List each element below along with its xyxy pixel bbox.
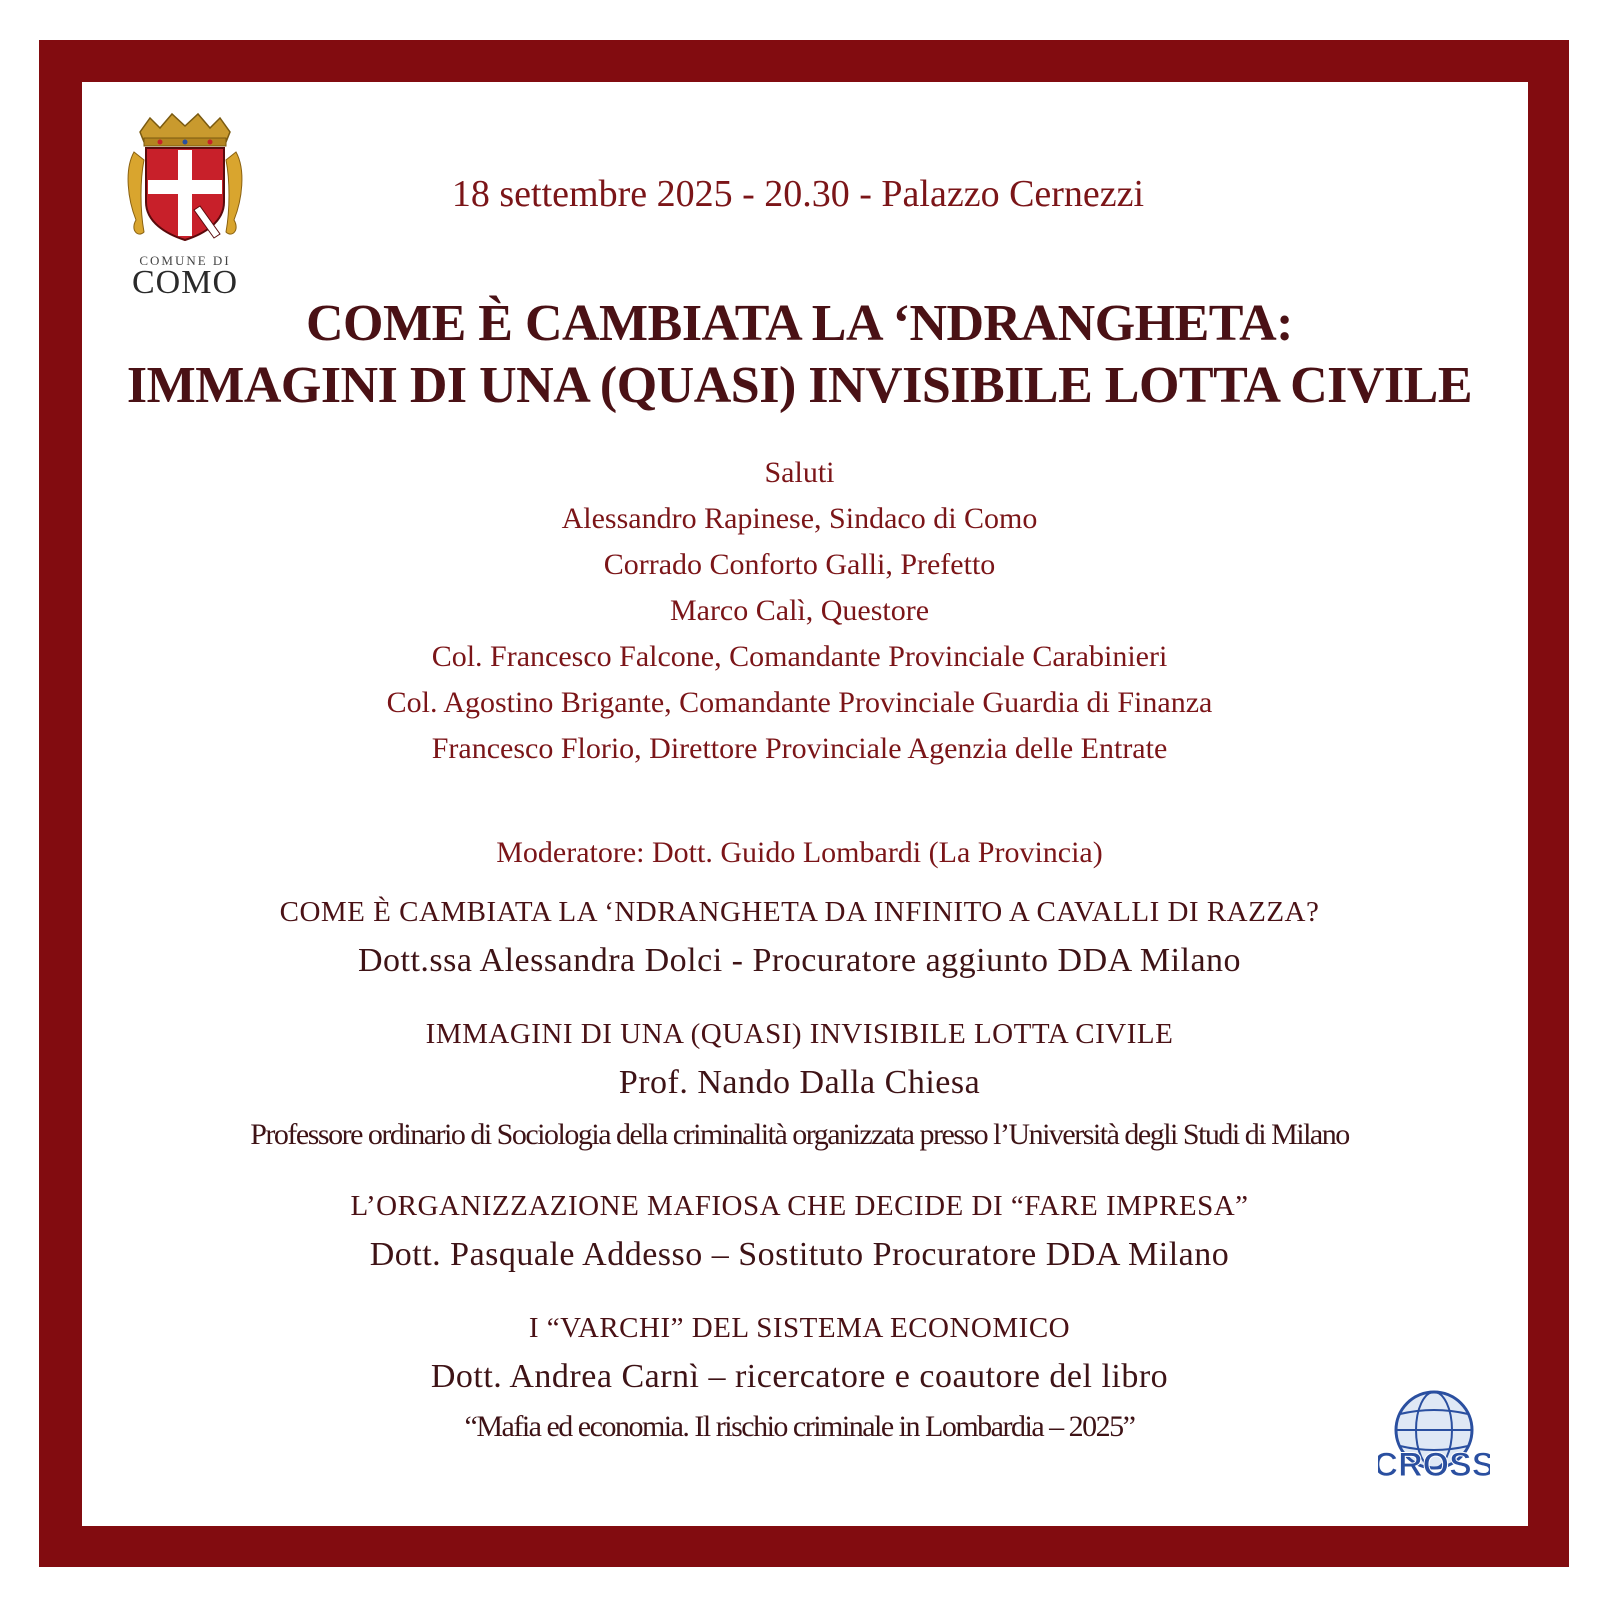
- comune-label: COMUNE DI: [139, 253, 231, 268]
- talk-speaker: Dott.ssa Alessandra Dolci - Procuratore aggiunto DDA Milano: [357, 942, 1242, 979]
- greetings-heading: Saluti: [764, 456, 835, 489]
- talk-title: IMMAGINI DI UNA (QUASI) INVISIBILE LOTTA CIVILE: [425, 1018, 1174, 1050]
- event-date-time-place: 18 settembre 2025 - 20.30 - Palazzo Cernezzi: [451, 173, 1145, 215]
- greeting-item: Col. Francesco Falcone, Comandante Provinciale Carabinieri: [431, 640, 1168, 673]
- greeting-item: Marco Calì, Questore: [669, 594, 930, 627]
- book-title: “Mafia ed economia. Il rischio criminale in Lombardia – 2025”: [464, 1410, 1135, 1443]
- cross-logo: [1378, 1380, 1490, 1492]
- moderator-line: Moderatore: Dott. Guido Lombardi (La Provincia): [496, 836, 1103, 869]
- como-label: COMO: [131, 264, 239, 301]
- talk-title: L’ORGANIZZAZIONE MAFIOSA CHE DECIDE DI “FARE IMPRESA”: [350, 1190, 1249, 1222]
- cross-globe-icon: [1378, 1380, 1490, 1492]
- talk-speaker: Prof. Nando Dalla Chiesa: [618, 1064, 981, 1101]
- main-title-line2: IMMAGINI DI UNA (QUASI) INVISIBILE LOTTA CIVILE: [126, 357, 1473, 414]
- talk-title: I “VARCHI” DEL SISTEMA ECONOMICO: [528, 1312, 1071, 1344]
- main-title-line1: COME È CAMBIATA LA ‘NDRANGHETA:: [306, 295, 1293, 352]
- talk-speaker: Dott. Andrea Carnì – ricercatore e coautore del libro: [430, 1358, 1169, 1395]
- talk-speaker-role: Professore ordinario di Sociologia della criminalità organizzata presso l’Università degli Studi di Milano: [250, 1118, 1349, 1151]
- greeting-item: Francesco Florio, Direttore Provinciale Agenzia delle Entrate: [431, 732, 1168, 765]
- cross-logo-text: CROSS: [1378, 1446, 1490, 1484]
- talk-speaker: Dott. Pasquale Addesso – Sostituto Procuratore DDA Milano: [369, 1236, 1230, 1273]
- greeting-item: Col. Agostino Brigante, Comandante Provinciale Guardia di Finanza: [386, 686, 1213, 719]
- greeting-item: Corrado Conforto Galli, Prefetto: [603, 548, 996, 581]
- greeting-item: Alessandro Rapinese, Sindaco di Como: [561, 502, 1038, 535]
- talk-title: COME È CAMBIATA LA ‘NDRANGHETA DA INFINITO A CAVALLI DI RAZZA?: [279, 896, 1320, 928]
